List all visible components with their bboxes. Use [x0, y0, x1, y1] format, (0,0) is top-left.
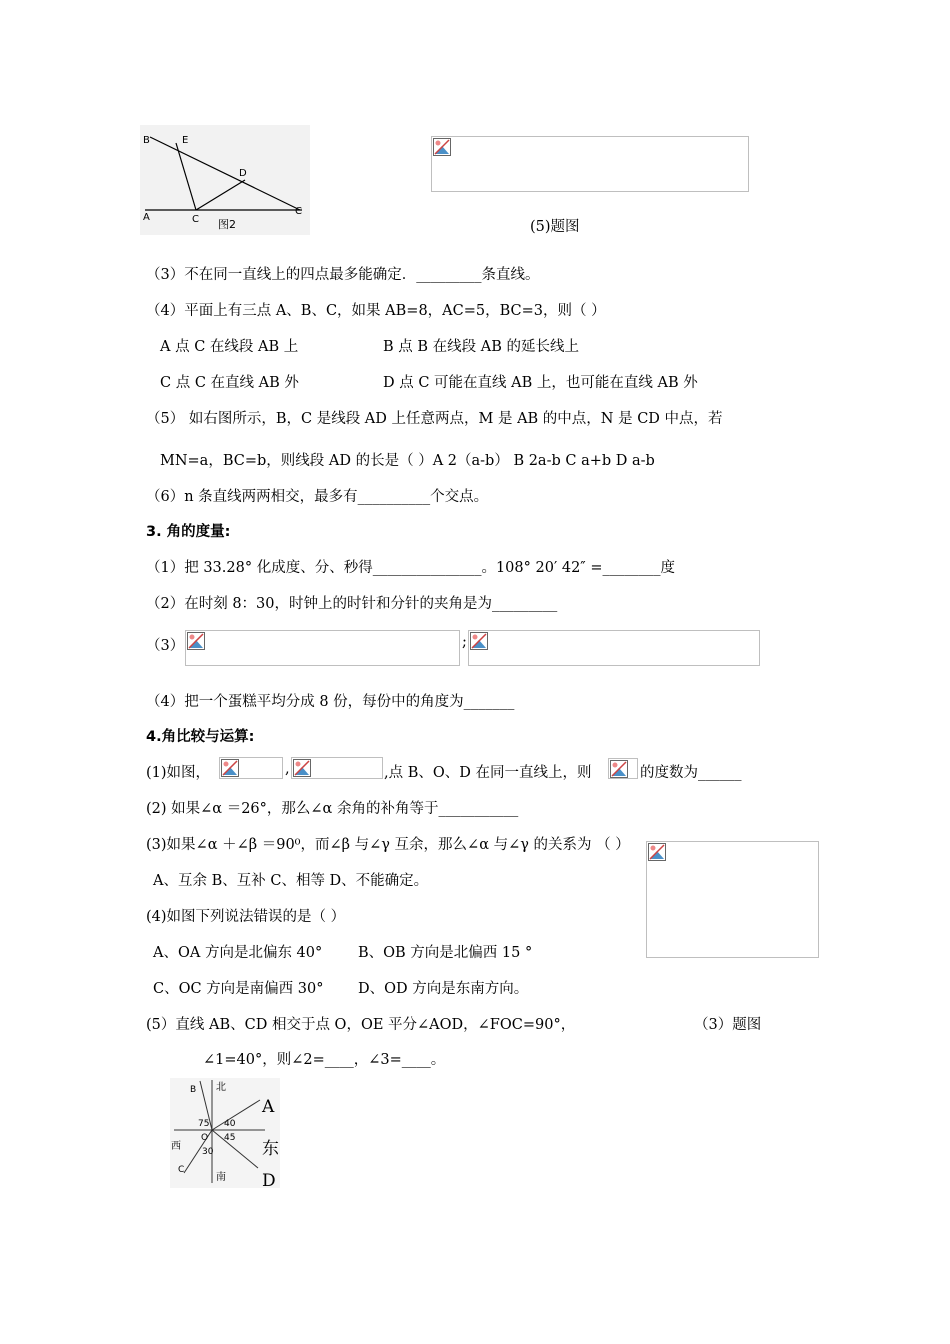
label-a: A — [143, 212, 150, 223]
label-c-1: C — [192, 214, 199, 225]
label-e: E — [182, 135, 189, 146]
section-4-question-4-option-a: A、OA 方向是北偏东 40° — [153, 945, 323, 961]
section-3-question-3-label: （3） — [146, 638, 185, 654]
question-4-option-d: D 点 C 可能在直线 AB 上，也可能在直线 AB 外 — [383, 375, 698, 391]
section-4-question-1-text-c: ,点 B、O、D 在同一直线上，则 — [384, 765, 592, 781]
section-4-question-1-image-b — [291, 757, 383, 779]
label-75: 75 — [198, 1119, 210, 1129]
label-south: 南 — [216, 1172, 226, 1183]
label-b: B — [143, 135, 150, 146]
question-3-text: （3）不在同一直线上的四点最多能确定 — [146, 267, 402, 283]
section-3-question-3-image-a — [185, 630, 460, 666]
section-3-question-3-separator: ; — [462, 634, 467, 650]
compass-label-a: A — [262, 1097, 275, 1117]
question-3-tail: 条直线。 — [481, 267, 540, 283]
label-d: D — [239, 168, 247, 179]
question-4-option-c: C 点 C 在直线 AB 外 — [160, 375, 299, 391]
section-3-question-3-image-b — [468, 630, 760, 666]
section-4-question-1-text-b: , — [285, 761, 290, 777]
question-4-option-a: A 点 C 在线段 AB 上 — [160, 339, 299, 355]
section-4-question-4-option-b: B、OB 方向是北偏西 15 ° — [358, 945, 533, 961]
question-3-blank: ．_________ — [401, 267, 482, 283]
section-4-question-5-line-2: ∠1=40°，则∠2=____，∠3=____。 — [203, 1052, 446, 1068]
broken-image-icon — [433, 138, 451, 156]
label-c-2: C — [295, 206, 302, 217]
label-o: O — [201, 1133, 209, 1143]
label-north: 北 — [216, 1082, 226, 1093]
label-west: 西 — [171, 1141, 181, 1152]
question-4: （4）平面上有三点 A、B、C，如果 AB=8，AC=5，BC=3，则（ ） — [146, 303, 606, 319]
label-b: B — [190, 1085, 197, 1095]
section-4-question-4-option-c: C、OC 方向是南偏西 30° — [153, 981, 324, 997]
section-4-question-2: (2) 如果∠α ＝26°，那么∠α 余角的补角等于___________ — [146, 801, 519, 817]
label-30: 30 — [202, 1147, 214, 1157]
broken-image-icon — [293, 759, 311, 777]
section-4-question-5-line-1: (5）直线 AB、CD 相交于点 O，OE 平分∠AOD，∠FOC=90°， — [146, 1017, 576, 1033]
figure-2-diagram — [140, 125, 310, 235]
section-4-question-3-options: A、互余 B、互补 C、相等 D、不能确定。 — [153, 873, 429, 889]
section-4-question-1-image-a — [219, 757, 283, 779]
label-45: 45 — [224, 1133, 236, 1143]
figure-caption: 图2 — [218, 218, 236, 231]
section-4-question-1-text-a: (1)如图， — [146, 765, 211, 781]
question-5-line-2: MN=a，BC=b，则线段 AD 的长是（ ）A 2（a-b） B 2a-b C a+b D a-b — [160, 453, 655, 469]
section-4-question-4: (4)如图下列说法错误的是（ ） — [146, 909, 346, 925]
section-4-title: 4.角比较与运算: — [146, 729, 255, 745]
label-c: C — [178, 1165, 185, 1175]
section-4-question-1-text-d: 的度数为______ — [640, 765, 742, 781]
question-4-option-b: B 点 B 在线段 AB 的延长线上 — [383, 339, 579, 355]
broken-image-icon — [187, 632, 205, 650]
section-3-question-1: （1）把 33.28° 化成度、分、秒得_______________。108° 20′ 42″ =________度 — [146, 560, 675, 576]
section-3-question-4: （4）把一个蛋糕平均分成 8 份，每份中的角度为_______ — [146, 694, 515, 710]
compass-label-east: 东 — [262, 1139, 279, 1159]
figure-5-caption: (5)题图 — [530, 219, 580, 235]
compass-label-d: D — [262, 1171, 276, 1191]
section-4-question-3: (3)如果∠α ＋∠β ＝90⁰，而∠β 与∠γ 互余，那么∠α 与∠γ 的关系为 （ ） — [146, 837, 630, 853]
question-3 — [146, 263, 539, 284]
question-3-figure-image — [646, 841, 819, 958]
question-3-figure-caption: （3）题图 — [694, 1017, 762, 1033]
figure-5-image — [431, 136, 749, 192]
label-40: 40 — [224, 1119, 236, 1129]
broken-image-icon — [221, 759, 239, 777]
section-4-question-4-option-d: D、OD 方向是东南方向。 — [358, 981, 529, 997]
section-3-question-2: （2）在时刻 8：30，时钟上的时针和分针的夹角是为_________ — [146, 596, 558, 612]
section-3-title: 3. 角的度量: — [146, 524, 231, 540]
broken-image-icon — [470, 632, 488, 650]
broken-image-icon — [610, 760, 628, 778]
question-6: （6）n 条直线两两相交，最多有__________个交点。 — [146, 489, 489, 505]
broken-image-icon — [648, 843, 666, 861]
section-4-question-1-image-c — [608, 758, 638, 779]
question-5-line-1: （5） 如右图所示，B，C 是线段 AD 上任意两点，M 是 AB 的中点，N 是 CD 中点，若 — [146, 411, 723, 427]
